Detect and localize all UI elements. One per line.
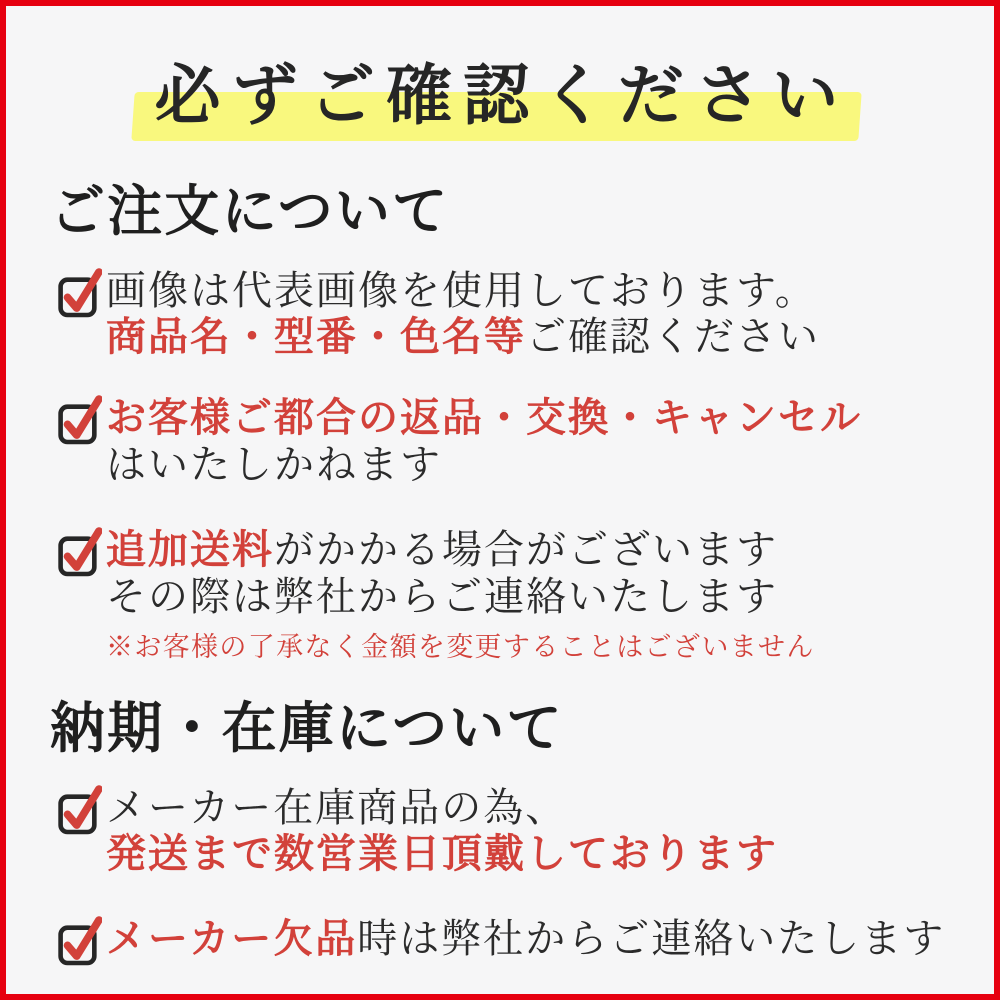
list-item	[56, 268, 954, 362]
item-text-segment: がかかる場合がございます	[274, 526, 778, 573]
checkbox-check-icon	[56, 391, 102, 447]
item-text	[106, 268, 820, 362]
item-line	[106, 527, 815, 574]
item-line	[106, 831, 778, 878]
item-text-segment: その際は弊社からご連絡いたします	[106, 573, 778, 620]
item-text	[106, 916, 945, 963]
title-row	[50, 56, 954, 135]
item-text	[106, 785, 778, 879]
item-text-segment: メーカー在庫商品の為、	[106, 784, 568, 831]
item-line	[106, 442, 862, 489]
item-line	[106, 916, 945, 963]
section-heading-stock: 納期・在庫について	[50, 695, 564, 761]
list-item	[56, 527, 954, 664]
item-text-segment: 時は弊社からご連絡いたします	[357, 916, 946, 963]
item-line	[106, 785, 778, 832]
checkbox-check-icon	[56, 781, 102, 837]
list-item	[56, 395, 954, 489]
item-text-segment: メーカー欠品	[106, 915, 358, 963]
item-text-segment: はいたしかねます	[106, 442, 442, 489]
checkbox-check-icon	[56, 264, 102, 320]
list-item	[56, 785, 954, 879]
item-note: ※お客様の了承なく金額を変更することはございません	[106, 632, 815, 664]
checkbox-check-icon	[56, 912, 102, 968]
item-text-segment: 画像は代表画像を使用しております。	[106, 267, 817, 314]
item-line	[106, 268, 820, 315]
item-line	[106, 395, 862, 442]
item-text-segment: 発送まで数営業日頂戴しております	[106, 830, 778, 878]
item-text-segment: ご確認ください	[526, 314, 820, 361]
list-item	[56, 916, 954, 968]
item-line	[106, 314, 820, 361]
item-text	[106, 527, 815, 664]
item-text-segment: 商品名・型番・色名等	[106, 313, 526, 361]
item-line	[106, 574, 815, 621]
item-text-segment: 追加送料	[106, 525, 274, 573]
checkbox-check-icon	[56, 523, 102, 579]
notice-content	[6, 6, 994, 968]
item-text	[106, 395, 862, 489]
item-text-segment: お客様ご都合の返品・交換・キャンセル	[106, 394, 862, 442]
page-title	[155, 56, 850, 135]
page-title-text: 必ずご確認ください	[154, 56, 850, 134]
section-heading-order: ご注文について	[50, 178, 450, 244]
